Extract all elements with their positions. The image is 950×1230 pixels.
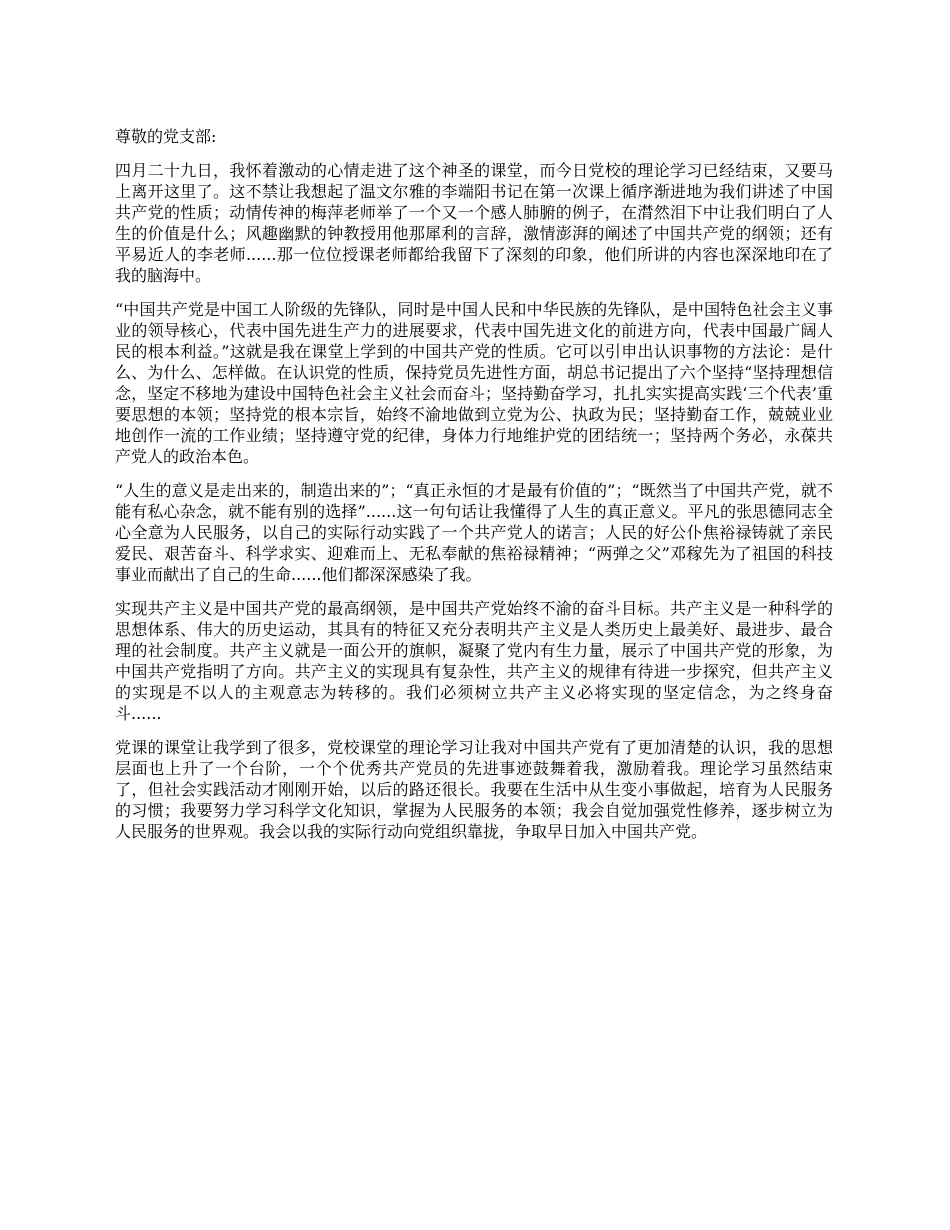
salutation: 尊敬的党支部: [115,127,217,146]
paragraph-2: “中国共产党是中国工人阶级的先锋队，同时是中国人民和中华民族的先锋队，是中国特色社会主义事业的领导核心，代表中国先进生产力的进展要求，代表中国先进文化的前进方向，代表中国最广阔人民的根本利益。”这就是我在课堂上学到的中国共产党的性质。它可以引申出认识事物的方法论：是什么、为什么、怎样做。在认识党的性质，保持党员先进性方面，胡总书记提出了六个坚持“坚持理想信念，坚定不移地为建设中国特色社会主义社会而奋斗；坚持勤奋学习，扎扎实实提高实践‘三个代表’重要思想的本领；坚持党的根本宗旨，始终不渝地做到立党为公、执政为民；坚持勤奋工作，兢兢业业地创作一流的工作业绩；坚持遵守党的纪律，身体力行地维护党的团结统一；坚持两个务必，永葆共产党人的政治本色。 [115,300,833,466]
paragraph-5: 党课的课堂让我学到了很多，党校课堂的理论学习让我对中国共产党有了更加清楚的认识，我的思想层面也上升了一个台阶，一个个优秀共产党员的先进事迹鼓舞着我，激励着我。理论学习虽然结束了，但社会实践活动才刚刚开始，以后的路还很长。我要在生活中从生变小事做起，培育为人民服务的习惯；我要努力学习科学文化知识，掌握为人民服务的本领；我会自觉加强党性修养，逐步树立为人民服务的世界观。我会以我的实际行动向党组织靠拢，争取早日加入中国共产党。 [115,738,833,841]
paragraph-1: 四月二十九日，我怀着激动的心情走进了这个神圣的课堂，而今日党校的理论学习已经结束，又要马上离开这里了。这不禁让我想起了温文尔雅的李端阳书记在第一次课上循序渐进地为我们讲述了中国共产党的性质；动情传神的梅萍老师举了一个又一个感人肺腑的例子，在潸然泪下中让我们明白了人生的价值是什么；风趣幽默的钟教授用他那犀利的言辞，激情澎湃的阐述了中国共产党的纲领；还有平易近人的李老师......那一位位授课老师都给我留下了深刻的印象，他们所讲的内容也深深地印在了我的脑海中。 [115,161,833,285]
paragraph-4: 实现共产主义是中国共产党的最高纲领，是中国共产党始终不渝的奋斗目标。共产主义是一种科学的思想体系、伟大的历史运动，其具有的特征又充分表明共产主义是人类历史上最美好、最进步、最合理的社会制度。共产主义就是一面公开的旗帜，凝聚了党内有生力量，展示了中国共产党的形象，为中国共产党指明了方向。共产主义的实现具有复杂性，共产主义的规律有待进一步探究，但共产主义的实现是不以人的主观意志为转移的。我们必须树立共产主义必将实现的坚定信念，为之终身奋斗...... [115,599,833,723]
paragraph-3: “人生的意义是走出来的，制造出来的”；“真正永恒的才是最有价值的”；“既然当了中国共产党，就不能有私心杂念，就不能有别的选择”......这一句句话让我懂得了人生的真正意义。平凡的张思德同志全心全意为人民服务，以自己的实际行动实践了一个共产党人的诺言；人民的好公仆焦裕禄铸就了亲民爱民、艰苦奋斗、科学求实、迎难而上、无私奉献的焦裕禄精神；“两弹之父”邓稼先为了祖国的科技事业而献出了自己的生命......他们都深深感染了我。 [115,481,833,584]
document-page [115,126,833,855]
